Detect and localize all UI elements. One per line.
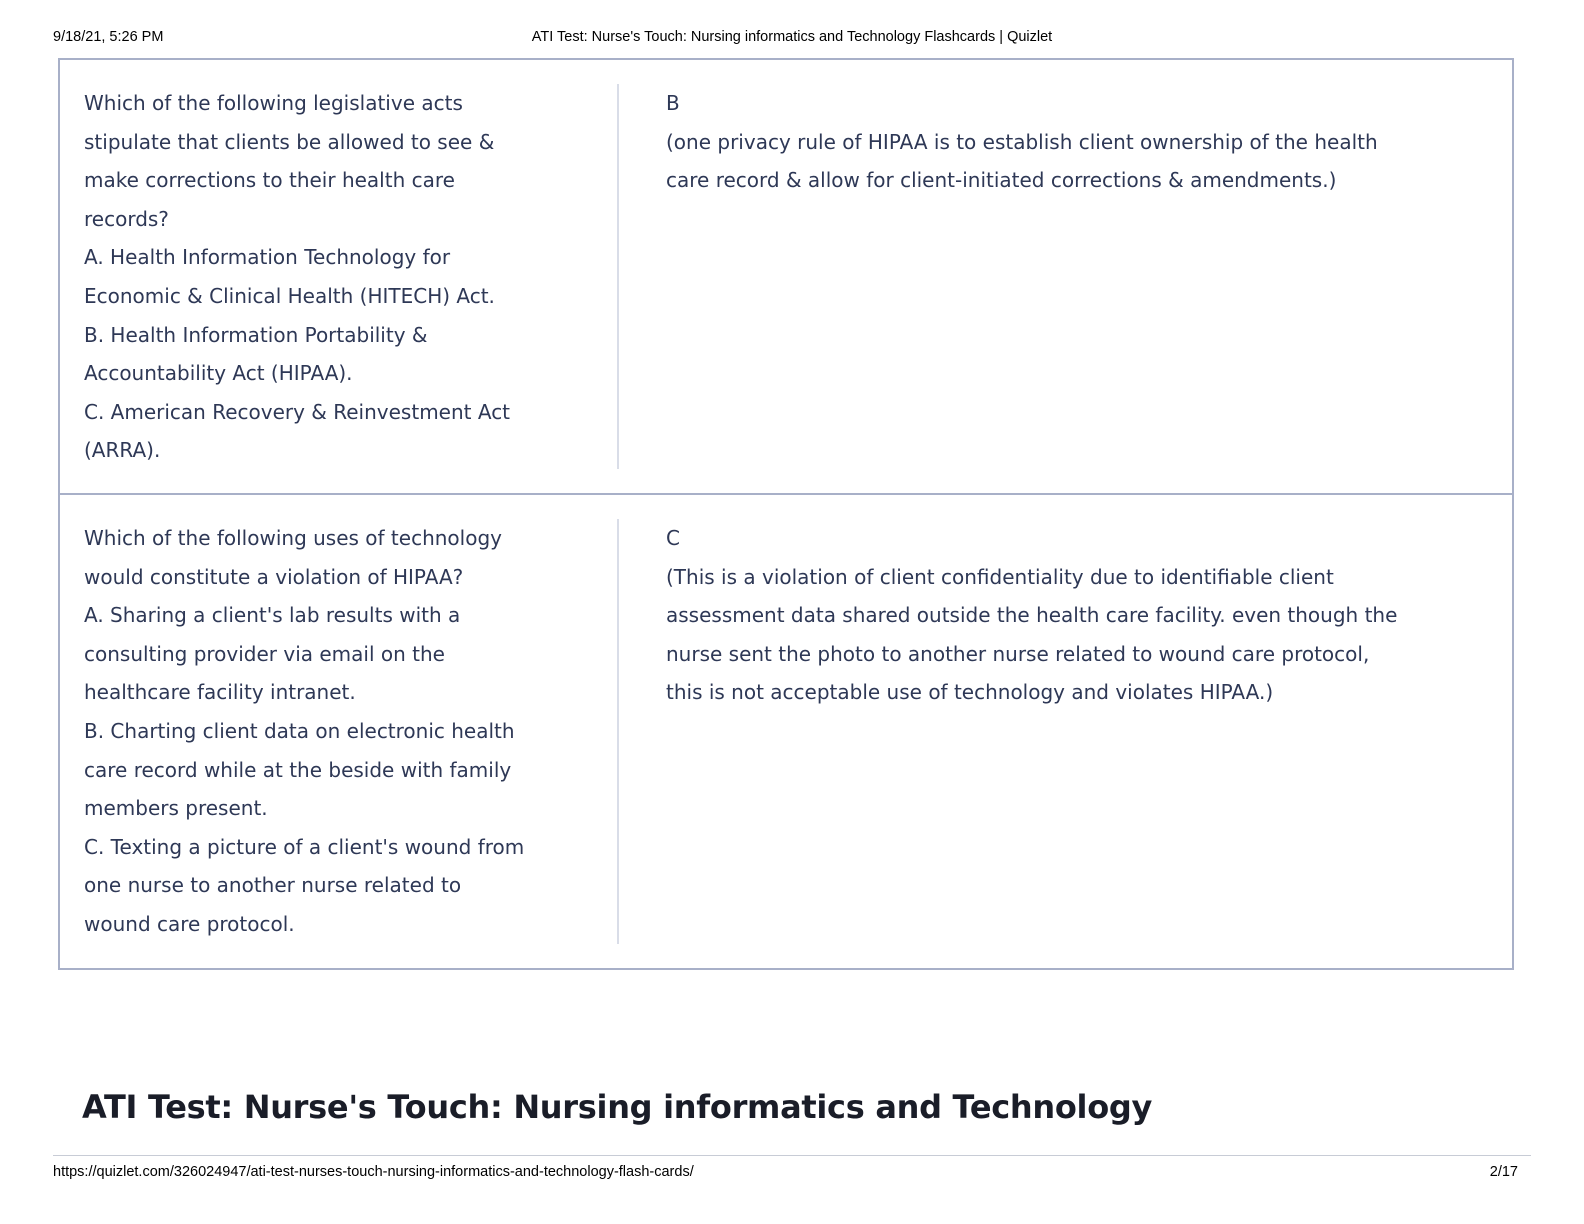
flashcard-term: Which of the following legislative acts stipulate that clients be allowed to see & make corrections to their health care records? A. Health Information Technology for Economic & Clinical Health (HITECH) Act. B. Health Information Portability & Accountability Act (HIPAA). C. American Recovery & Reinvestment Act (ARRA). bbox=[84, 91, 511, 463]
flashcard-term: Which of the following uses of technology would constitute a violation of HIPAA? A. Sharing a client's lab results with a consulting provider via email on the healthcare facility intranet. B. Charting client data on electronic health care record while at the beside with family members present. C. Texting a picture of a client's wound from one nurse to another nurse related to wound care protocol. bbox=[84, 526, 525, 936]
page-url[interactable]: https://quizlet.com/326024947/ati-test-nurses-touch-nursing-informatics-and-technology-flash-cards/ bbox=[53, 1164, 694, 1180]
flashcard bbox=[58, 495, 1514, 970]
print-datetime: 9/18/21, 5:26 PM bbox=[53, 29, 164, 45]
flashcard bbox=[58, 58, 1514, 495]
flashcard-definition: C (This is a violation of client confidentiality due to identifiable client assessment data shared outside the health care facility. even though the nurse sent the photo to another nurse related to wound care protocol, this is not acceptable use of technology and violates HIPAA.) bbox=[666, 526, 1398, 705]
page-number: 2/17 bbox=[1489, 1164, 1518, 1180]
set-title: ATI Test: Nurse's Touch: Nursing informatics and Technology bbox=[82, 1088, 1153, 1126]
footer-divider bbox=[53, 1155, 1531, 1156]
print-footer bbox=[53, 1164, 1518, 1184]
flashcard-definition: B (one privacy rule of HIPAA is to establish client ownership of the health care record & allow for client-initiated corrections & amendments.) bbox=[666, 91, 1378, 193]
print-page-title: ATI Test: Nurse's Touch: Nursing informatics and Technology Flashcards | Quizlet bbox=[531, 29, 1053, 45]
flashcard-list bbox=[58, 58, 1514, 970]
print-header bbox=[53, 29, 1531, 49]
